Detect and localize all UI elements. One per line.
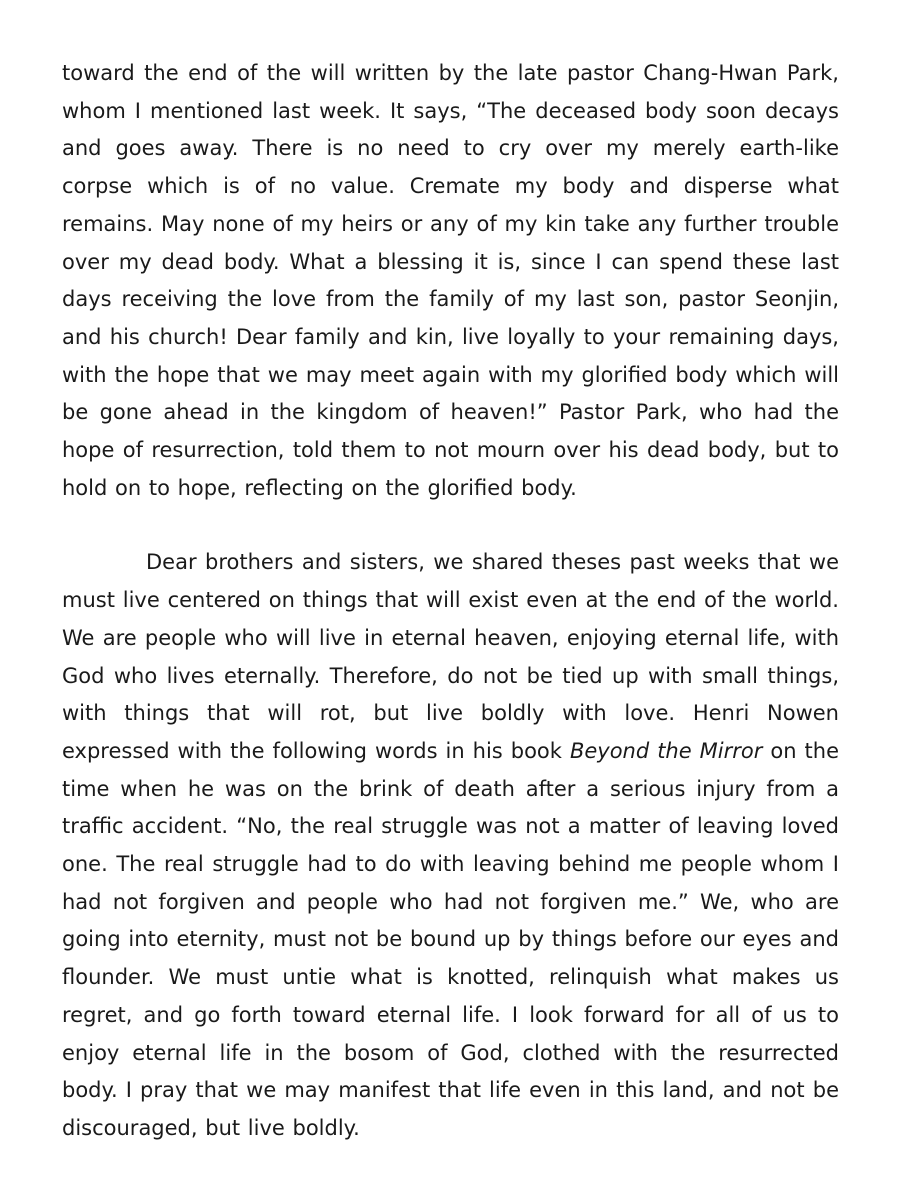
document-body: [62, 55, 839, 1148]
paragraph-eternal-life: [62, 544, 839, 1147]
book-title: Beyond the Mirror: [569, 738, 763, 763]
paragraph-text-after-title: on the time when he was on the brink of death after a serious injury from a traffic accident. “No, the real struggle was not a matter of leaving loved one. The real struggle had to do with leaving behind me people whom I had not forgiven and people who had not forgiven me.” We, who are going into eternity, must not be bound up by things before our eyes and flounder. We must untie what is knotted, relinquish what makes us regret, and go forth toward eternal life. I look forward for all of us to enjoy eternal life in the bosom of God, clothed with the resurrected body. I pray that we may manifest that life even in this land, and not be discouraged, but live boldly.: [62, 738, 839, 1140]
paragraph-text-before-title: Dear brothers and sisters, we shared theses past weeks that we must live centered on things that will exist even at the end of the world. We are people who will live in eternal heaven, enjoying eternal life, with God who lives eternally. Therefore, do not be tied up with small things, with things that will rot, but live boldly with love. Henri Nowen expressed with the following words in his book: [62, 550, 839, 763]
paragraph-will-quote: toward the end of the will written by the late pastor Chang-Hwan Park, whom I mentioned last week. It says, “The deceased body soon decays and goes away. There is no need to cry over my merely earth-like corpse which is of no value. Cremate my body and disperse what remains. May none of my heirs or any of my kin take any further trouble over my dead body. What a blessing it is, since I can spend these last days receiving the love from the family of my last son, pastor Seonjin, and his church! Dear family and kin, live loyally to your remaining days, with the hope that we may meet again with my glorified body which will be gone ahead in the kingdom of heaven!” Pastor Park, who had the hope of resurrection, told them to not mourn over his dead body, but to hold on to hope, reflecting on the glorified body.: [62, 61, 839, 500]
